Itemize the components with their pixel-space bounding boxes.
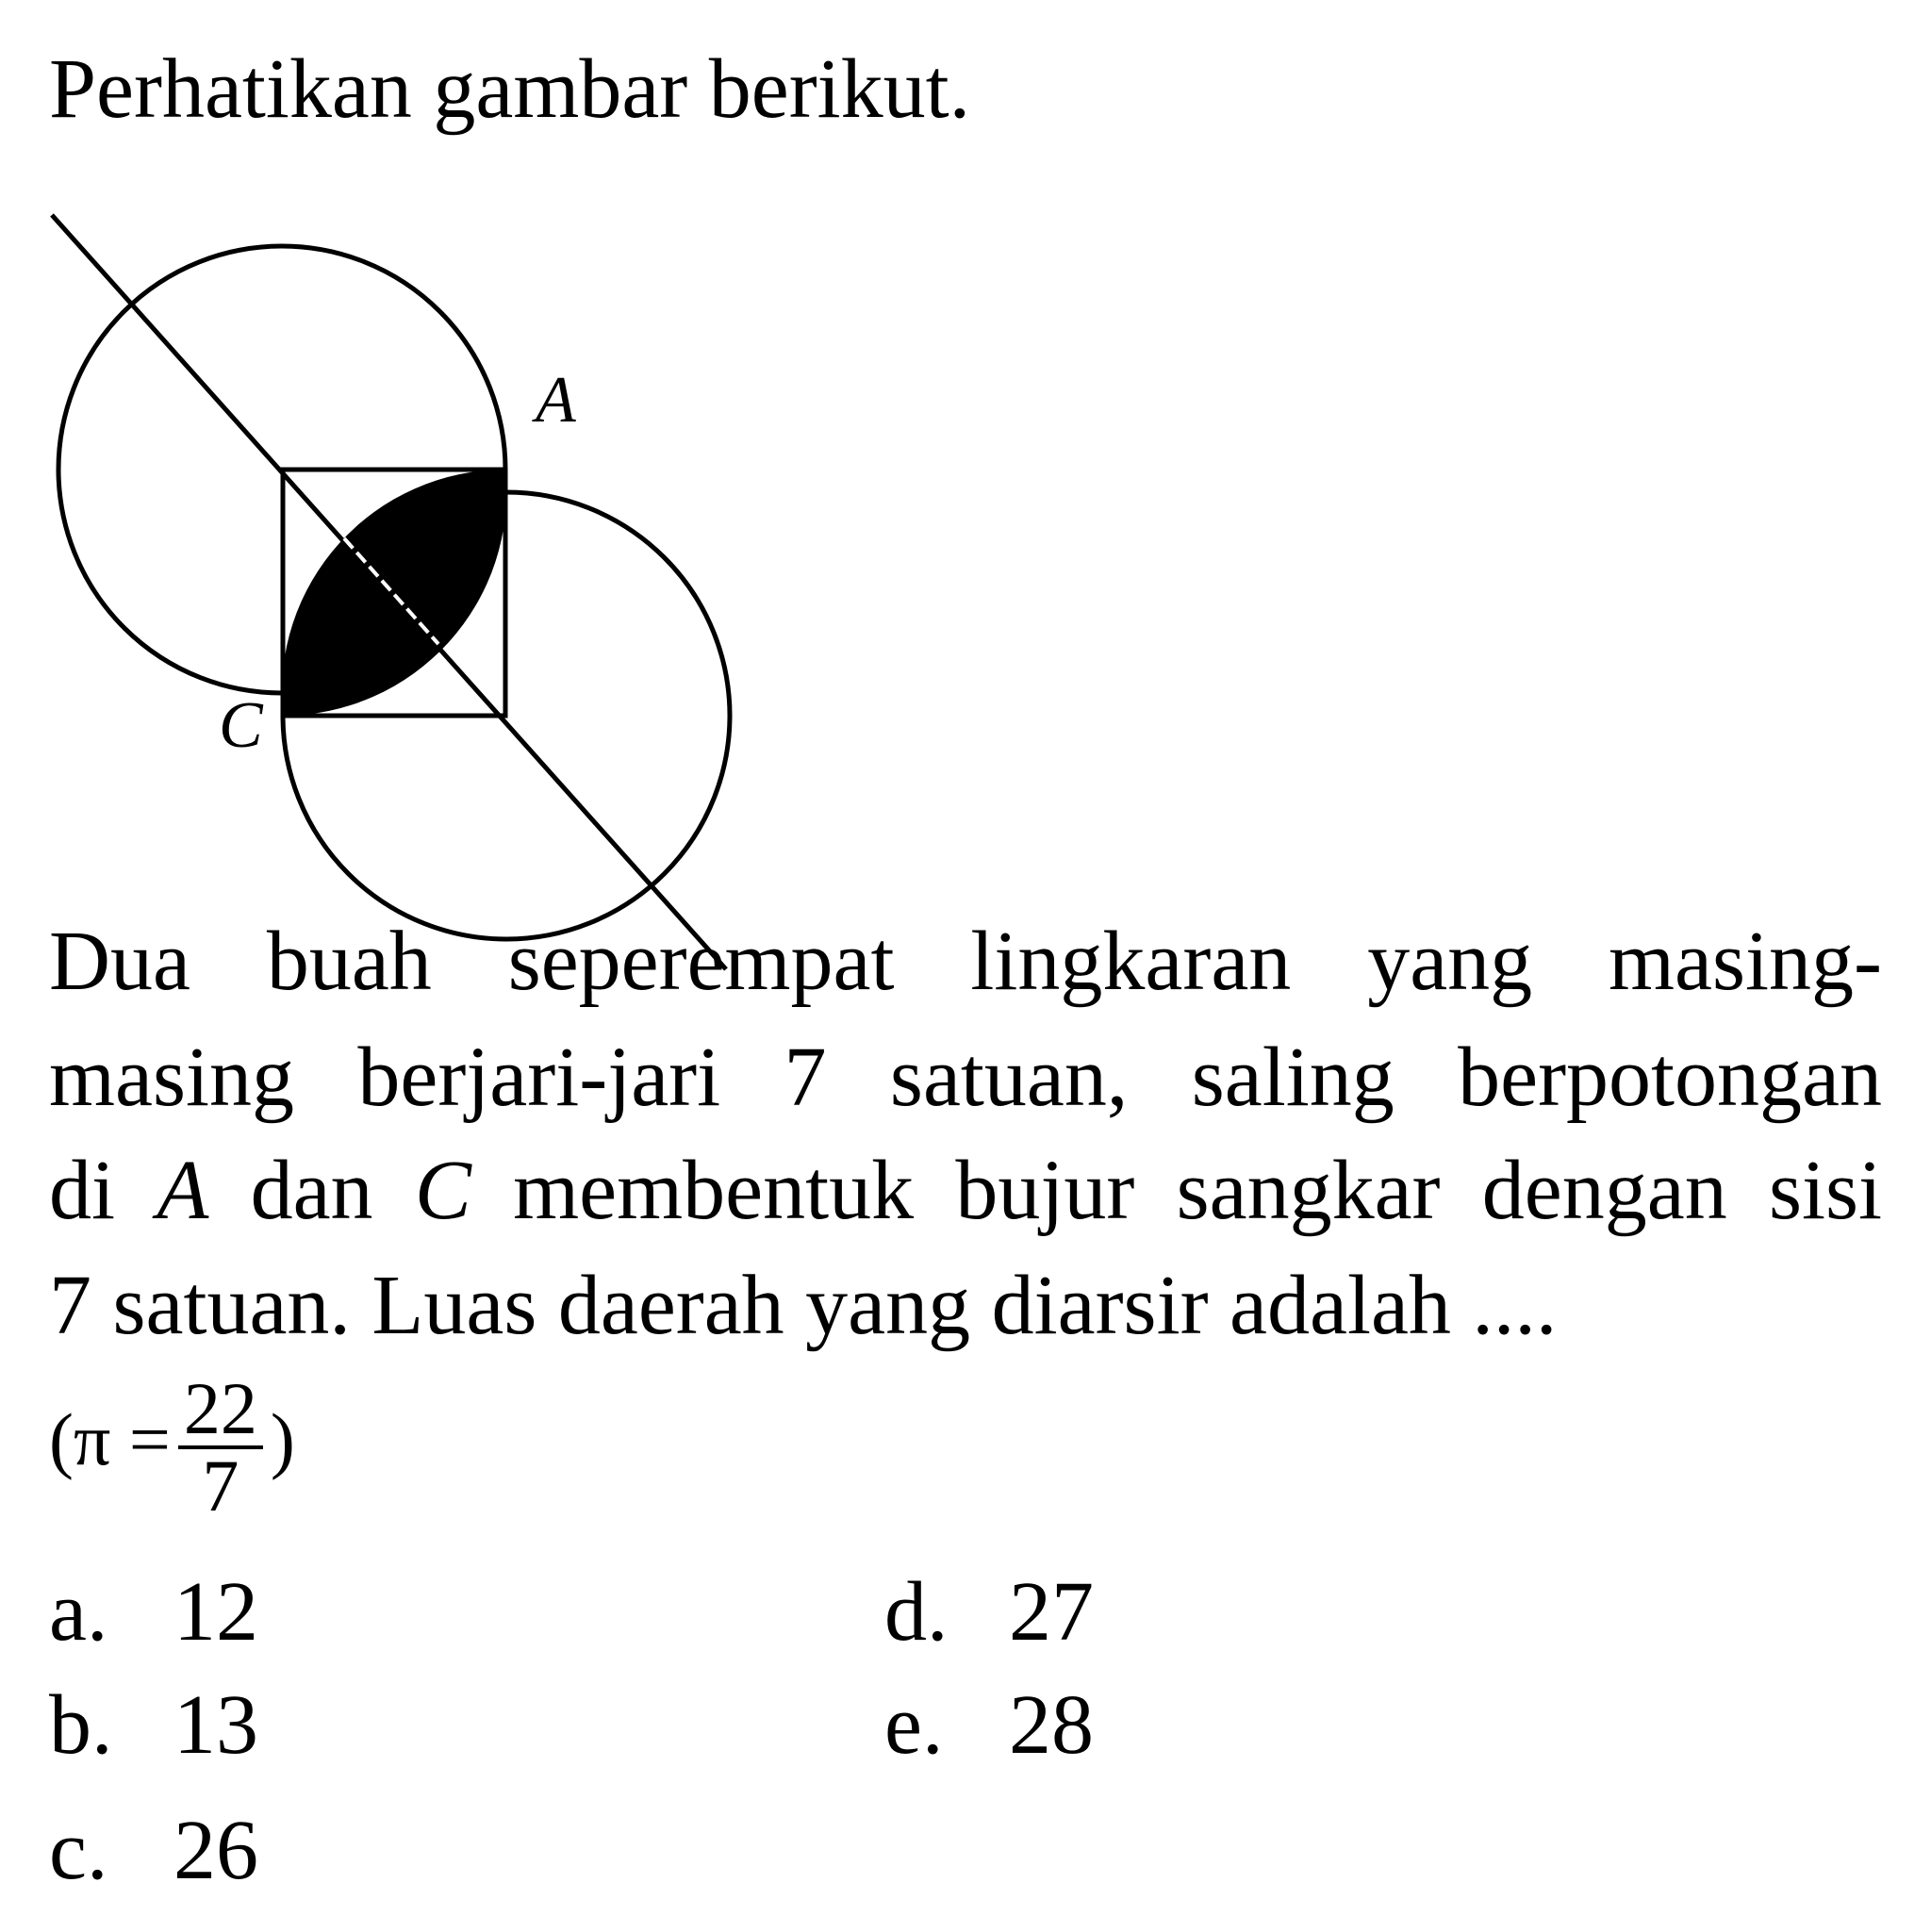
option-value: 28 [1009,1678,1094,1772]
option-letter: d. [884,1565,949,1659]
text: membentuk bujur sangkar dengan sisi [513,1144,1883,1237]
option-value: 27 [1009,1565,1094,1659]
option-value: 26 [173,1804,258,1897]
question-line-3 [49,1144,1883,1237]
option-letter: a. [49,1565,108,1659]
option-letter: e. [884,1678,944,1772]
option-e[interactable] [884,1678,1094,1772]
point-c: C [414,1144,471,1237]
point-a: A [157,1144,209,1237]
option-letter: b. [49,1678,113,1772]
instruction-title: Perhatikan gambar berikut. [49,42,971,136]
option-d[interactable] [884,1565,1094,1659]
denominator: 7 [202,1445,239,1527]
option-value: 12 [173,1565,258,1659]
question-line-2: masing berjari-jari 7 satuan, saling berpotongan [49,1031,1882,1124]
option-letter: c. [49,1804,108,1897]
option-b[interactable] [49,1678,258,1772]
text: dan [250,1144,373,1237]
pi-label: (π = [49,1397,171,1480]
option-value: 13 [173,1678,258,1772]
question-line-1: Dua buah seperempat lingkaran yang masing- [49,915,1882,1008]
option-a[interactable] [49,1565,258,1659]
diagonal-line [52,215,726,969]
geometry-figure [0,0,943,999]
fraction [178,1367,263,1527]
question-line-4: 7 satuan. Luas daerah yang diarsir adalah .... [49,1259,1558,1352]
label-c: C [219,689,263,762]
numerator: 22 [178,1372,263,1449]
text: di [49,1144,116,1237]
option-c[interactable] [49,1804,258,1897]
pi-close: ) [270,1397,295,1480]
pi-note [49,1367,295,1527]
label-a: A [536,364,576,437]
